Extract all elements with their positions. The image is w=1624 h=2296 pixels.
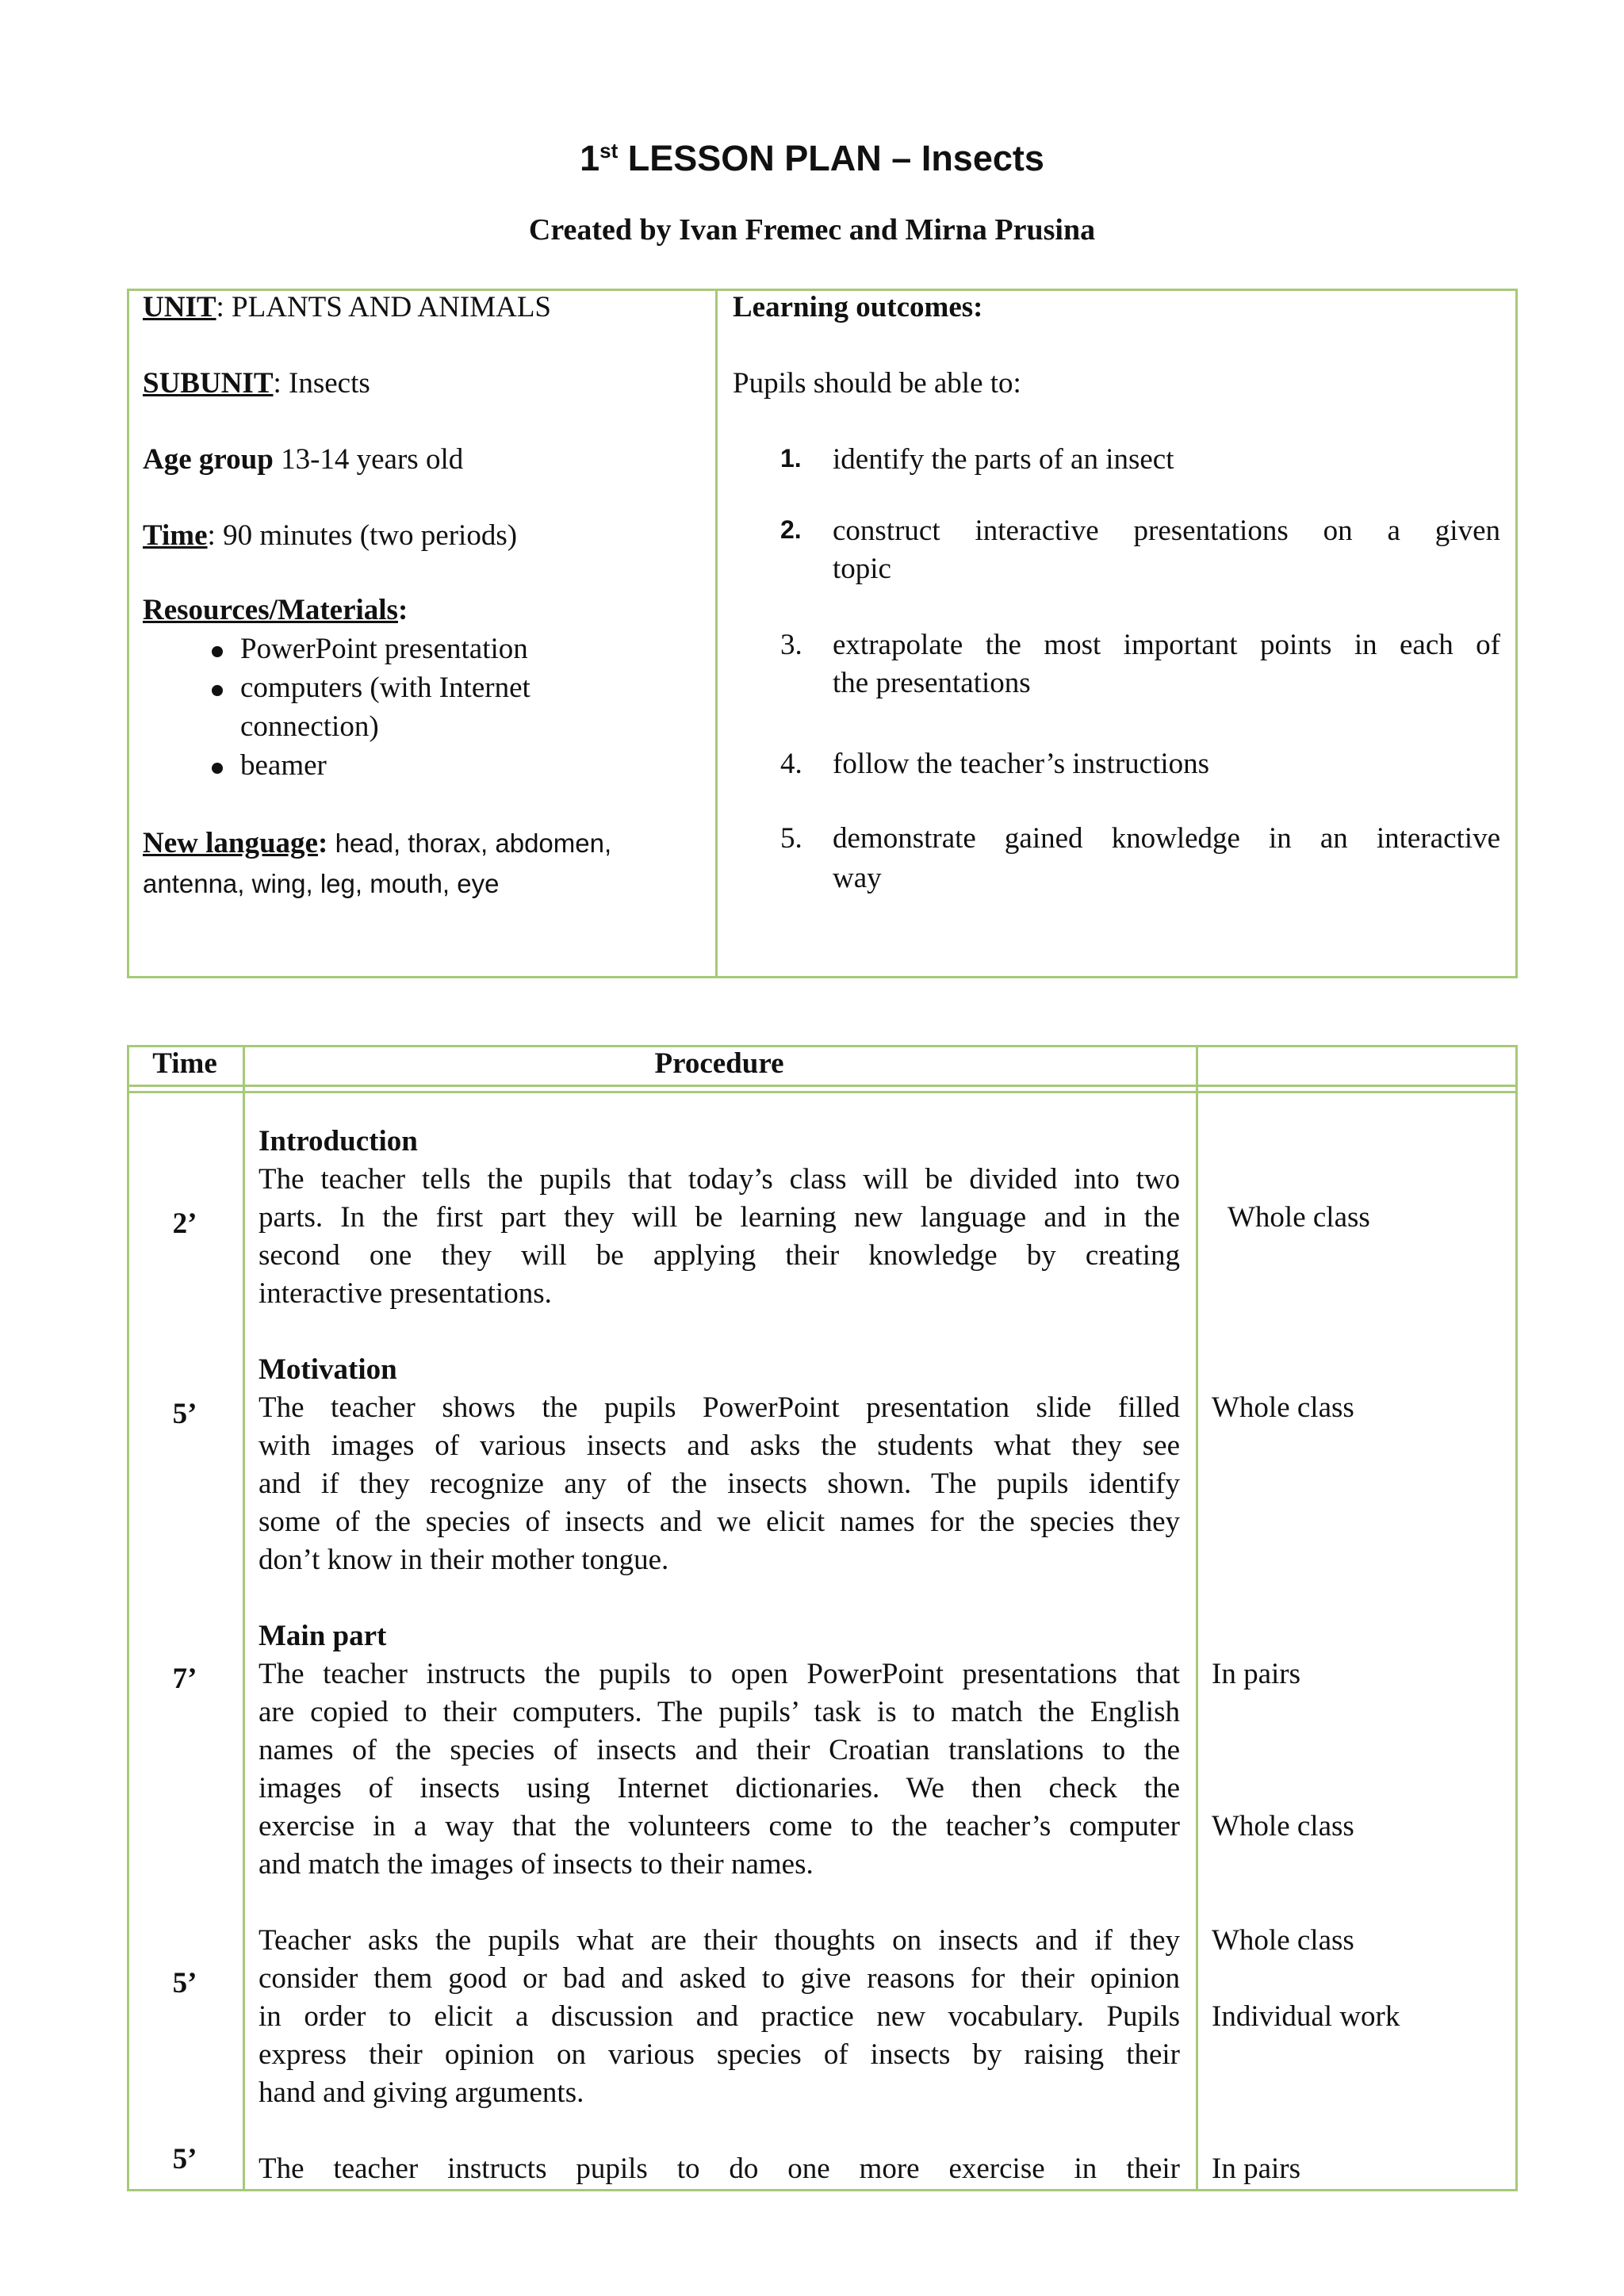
outcome-number: 5. (780, 822, 802, 855)
unit-line (143, 289, 551, 327)
procedure-line: parts. In the first part they will be learning new language and in the (259, 1201, 1180, 1234)
outcomes-title: Learning outcomes: (733, 291, 983, 323)
outcomes-intro: Pupils should be able to: (733, 367, 1021, 400)
time-value: 7’ (172, 1663, 197, 1695)
unit-value: : PLANTS AND ANIMALS (216, 291, 551, 323)
resource-item: beamer (240, 749, 327, 782)
time-value: 2’ (172, 1207, 197, 1240)
procedure-line: in order to elicit a discussion and practice new vocabulary. Pupils (259, 2000, 1180, 2033)
section-heading-motivation: Motivation (259, 1353, 397, 1386)
procedure-line: Teacher asks the pupils what are their thoughts on insects and if they (259, 1924, 1180, 1957)
bullet-icon (212, 646, 223, 657)
subunit-line (143, 365, 370, 403)
age-line (143, 441, 463, 479)
age-value: 13-14 years old (273, 443, 464, 476)
outcome-number: 3. (780, 629, 802, 661)
outcome-item: identify the parts of an insect (833, 443, 1174, 476)
procedure-line: don’t know in their mother tongue. (259, 1544, 669, 1576)
time-label: Time (143, 519, 208, 552)
page-title: 1st LESSON PLAN – Insects (580, 138, 1044, 178)
section-heading-introduction: Introduction (259, 1125, 418, 1158)
procedure-line: The teacher tells the pupils that today’s class will be divided into two (259, 1163, 1180, 1196)
outcome-item: follow the teacher’s instructions (833, 748, 1210, 780)
procedure-line: The teacher instructs pupils to do one more exercise in their (259, 2152, 1180, 2185)
outcome-item: demonstrate gained knowledge in an interactive (833, 822, 1500, 855)
procedure-line: express their opinion on various species of insects by raising their (259, 2038, 1180, 2071)
procedure-line: images of insects using Internet dictionaries. We then check the (259, 1772, 1180, 1804)
resource-item: PowerPoint presentation (240, 633, 528, 665)
outcome-number: 2. (780, 515, 802, 544)
procedure-line: and match the images of insects to their names. (259, 1848, 814, 1881)
procedure-line: names of the species of insects and their Croatian translations to the (259, 1734, 1180, 1766)
procedure-line: The teacher shows the pupils PowerPoint presentation slide filled (259, 1391, 1180, 1424)
outcome-item-continued: topic (833, 553, 891, 585)
resource-item-continued: connection) (240, 710, 379, 743)
time-line (143, 517, 517, 555)
time-column-header: Time (152, 1047, 217, 1080)
mode-value: Individual work (1212, 2000, 1400, 2033)
subunit-label: SUBUNIT (143, 367, 274, 400)
procedure-line: exercise in a way that the volunteers come to the teacher’s computer (259, 1810, 1180, 1843)
age-label: Age group (143, 443, 274, 476)
procedure-line: are copied to their computers. The pupils’ task is to match the English (259, 1696, 1180, 1728)
resources-heading: Resources/Materials: (143, 594, 408, 626)
procedure-line: second one they will be applying their knowledge by creating (259, 1239, 1180, 1272)
procedure-line: consider them good or bad and asked to give reasons for their opinion (259, 1962, 1180, 1995)
mode-value: Whole class (1212, 1924, 1354, 1957)
unit-label: UNIT (143, 291, 216, 323)
procedure-line: interactive presentations. (259, 1277, 552, 1310)
mode-value: Whole class (1212, 1810, 1354, 1843)
outcome-number: 4. (780, 748, 802, 780)
procedure-column-header: Procedure (654, 1047, 784, 1080)
procedure-line: hand and giving arguments. (259, 2076, 584, 2109)
new-language-words: head, thorax, abdomen, (335, 828, 612, 858)
procedure-line: with images of various insects and asks the students what they see (259, 1429, 1180, 1462)
time-value: 5’ (172, 1967, 197, 1999)
mode-value: Whole class (1212, 1391, 1354, 1424)
resource-item: computers (with Internet (240, 672, 530, 704)
outcome-number: 1. (780, 444, 802, 473)
procedure-divider (243, 1045, 245, 2191)
outcome-item-continued: way (833, 862, 882, 894)
procedure-divider (1196, 1045, 1198, 2191)
procedure-line: some of the species of insects and we elicit names for the species they (259, 1506, 1180, 1538)
section-heading-main-part: Main part (259, 1620, 387, 1652)
outcome-item: extrapolate the most important points in each of (833, 629, 1500, 661)
time-value: 5’ (172, 2143, 197, 2175)
resources-label: Resources/Materials (143, 594, 398, 626)
new-language-label: New language (143, 827, 318, 859)
new-language-line: New language: head, thorax, abdomen, (143, 827, 612, 859)
new-language-words-continued: antenna, wing, leg, mouth, eye (143, 869, 500, 898)
procedure-header-rule (127, 1091, 1518, 1093)
outcome-item-continued: the presentations (833, 667, 1031, 699)
subunit-value: : Insects (273, 367, 370, 400)
mode-value: Whole class (1228, 1201, 1370, 1234)
procedure-header-rule (127, 1085, 1518, 1087)
mode-value: In pairs (1212, 2152, 1300, 2185)
time-value: : 90 minutes (two periods) (207, 519, 518, 552)
page-subtitle: Created by Ivan Fremec and Mirna Prusina (528, 213, 1096, 247)
info-table-divider (715, 289, 718, 978)
bullet-icon (212, 685, 223, 696)
procedure-line: The teacher instructs the pupils to open PowerPoint presentations that (259, 1658, 1180, 1690)
time-value: 5’ (172, 1398, 197, 1430)
outcome-item: construct interactive presentations on a given (833, 515, 1500, 547)
procedure-line: and if they recognize any of the insects shown. The pupils identify (259, 1468, 1180, 1500)
bullet-icon (212, 763, 223, 774)
mode-value: In pairs (1212, 1658, 1300, 1690)
